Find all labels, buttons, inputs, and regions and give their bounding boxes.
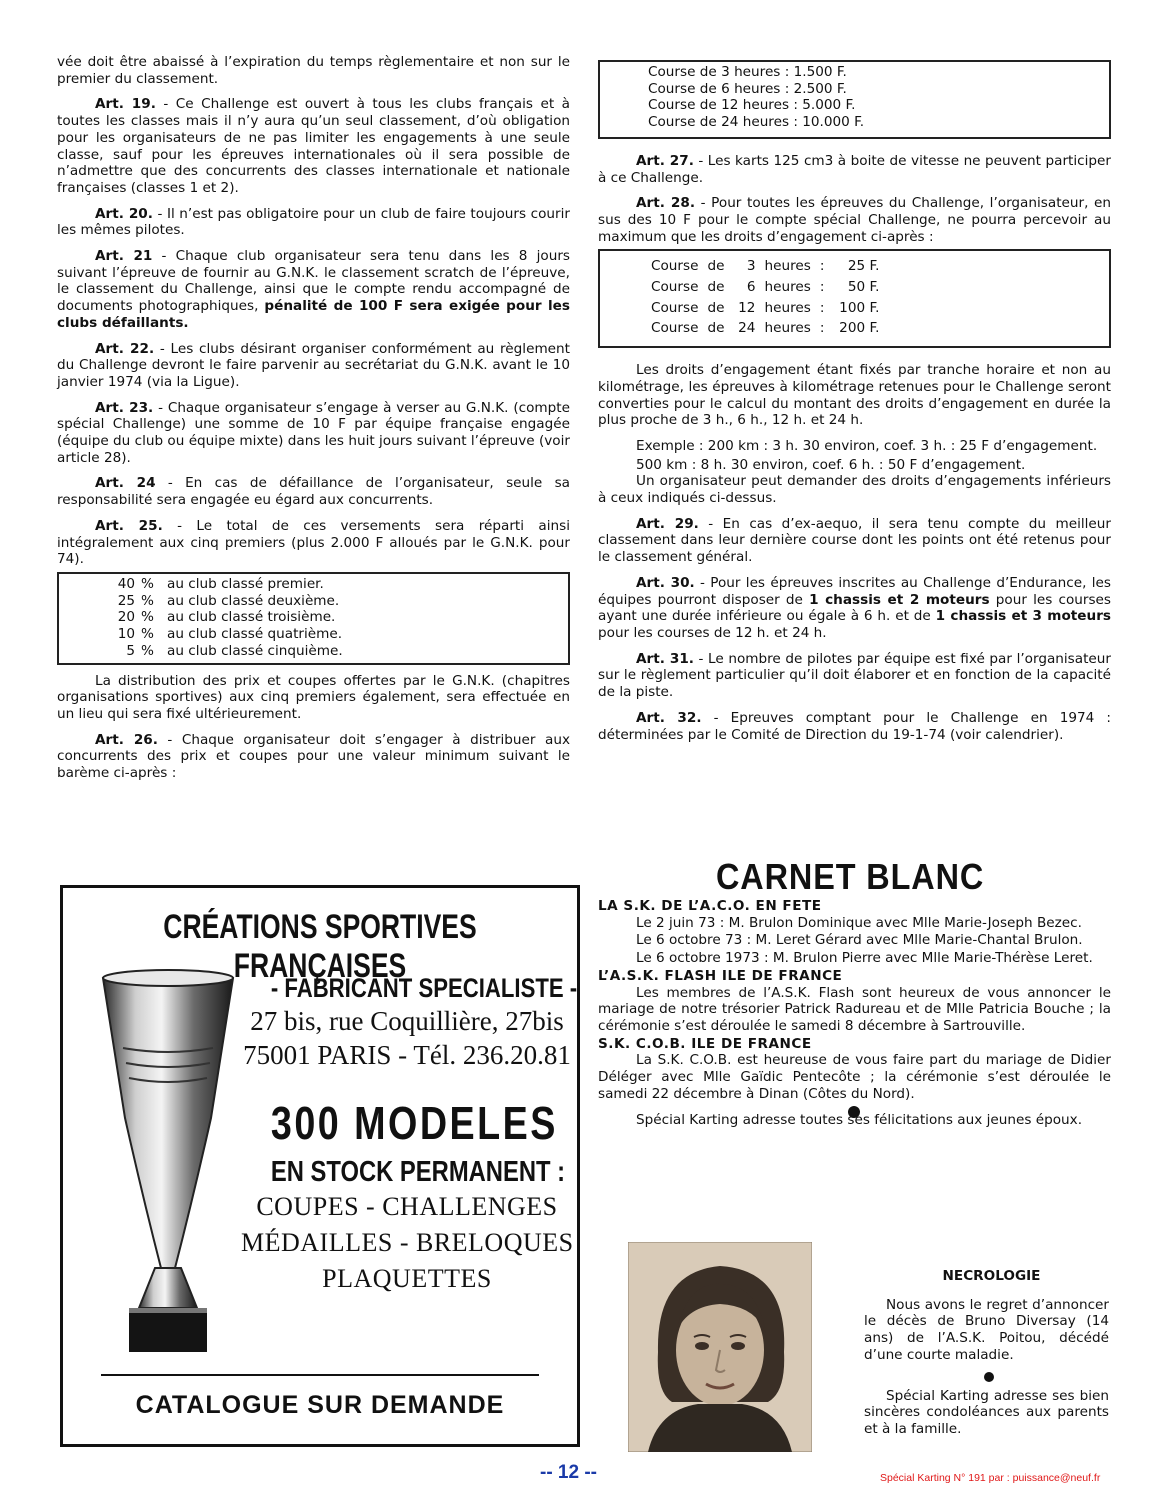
- droits-row: [650, 278, 885, 297]
- prix-paragraph: La distribution des prix et coupes offertes par le G.N.K. (chapitres organisations sportives) aux cinq premiers également, sera effectuée en un lieu qui sera fixé ultérieurement.: [57, 672, 570, 722]
- carnet-heading: S.K. C.O.B. ILE DE FRANCE: [598, 1035, 812, 1052]
- droits-table: [648, 255, 887, 340]
- pct-text: au club classé deuxième.: [167, 592, 340, 609]
- droits-hours: 6: [746, 279, 756, 296]
- article-text: - Les karts 125 cm3 à boite de vitesse ne peuvent participer à ce Challenge.: [598, 152, 1111, 186]
- article-label: Art. 20.: [95, 205, 153, 222]
- droits-value: 25 F.: [847, 258, 880, 275]
- pct-sign: %: [141, 592, 154, 609]
- droits-row: [650, 319, 885, 338]
- right-column: [598, 60, 1111, 752]
- article-label: Art. 22.: [95, 340, 155, 357]
- distribution-row: [59, 609, 568, 626]
- article-text: - Pour toutes les épreuves du Challenge, l’organisateur, en sus des 10 F pour le compte spécial Challenge, ne pourra percevoir au maximum que les droits d’engagement ci-après :: [598, 195, 1112, 245]
- droits-sep: :: [819, 320, 825, 337]
- article-19: [57, 96, 570, 196]
- pct-sign: %: [141, 609, 154, 626]
- distribution-row: [59, 576, 568, 593]
- article-text: - Chaque organisateur doit s’engager à distribuer aux concurrents des prix et coupes pour une valeur minimum suivant le barème ci-après :: [57, 731, 570, 782]
- article-label: Art. 25.: [95, 517, 163, 534]
- article-label: Art. 23.: [95, 399, 154, 416]
- article-29: [598, 516, 1111, 566]
- article-32: [598, 710, 1111, 743]
- exemple-2: 500 km : 8 h. 30 environ, coef. 6 h. : 50 F d’engagement.: [636, 456, 1026, 473]
- carnet-congrats: Spécial Karting adresse toutes ses félicitations aux jeunes époux.: [636, 1112, 1083, 1129]
- article-label: Art. 21: [95, 248, 153, 265]
- carnet-entry: Les membres de l’A.S.K. Flash sont heureux de vous annoncer le mariage de notre trésorier Patrick Radureau et de Mlle Patricia Bouche ; la cérémonie s’est déroulée le samedi 8 décembre à Sartrouville.: [598, 984, 1111, 1034]
- ad-subtitle: - FABRICANT SPECIALISTE -: [270, 973, 578, 1003]
- pct-text: au club classé quatrième.: [167, 626, 343, 643]
- article-text: - Il n’est pas obligatoire pour un club de faire toujours courir les mêmes pilotes.: [57, 205, 570, 239]
- ad-catalogue: CATALOGUE SUR DEMANDE: [135, 1391, 505, 1419]
- ad-product-line: COUPES - CHALLENGES: [256, 1192, 558, 1221]
- carnet-blanc-title: CARNET BLANC: [716, 856, 985, 897]
- bareme-line: Course de 6 heures : 2.500 F.: [648, 80, 847, 97]
- droits-paragraph: Les droits d’engagement étant fixés par tranche horaire et non au kilométrage, les épreuves à kilométrage retenues pour le Challenge seront converties pour le calcul du montant des droits d’engagement en durée la plus proche de 3 h., 6 h., 12 h. et 24 h.: [598, 362, 1111, 429]
- pct-text: au club classé troisième.: [167, 609, 336, 626]
- article-label: Art. 28.: [636, 195, 696, 212]
- credit-link[interactable]: Spécial Karting N° 191 par : puissance@neuf.fr: [880, 1472, 1101, 1484]
- article-24: [57, 475, 570, 508]
- portrait-photo: [628, 1242, 812, 1452]
- ad-product-line: MÉDAILLES - BRELOQUES: [241, 1228, 574, 1257]
- page-number: -- 12 --: [540, 1462, 597, 1483]
- droits-de: de: [707, 279, 725, 296]
- pct-sign: %: [141, 626, 154, 643]
- droits-unit: heures: [764, 258, 811, 275]
- droits-unit: heures: [764, 320, 811, 337]
- article-text: - Le nombre de pilotes par équipe est fixé par l’organisateur sur le règlement particulier qu’il doit élaborer et en fonction de la capacité de la piste.: [598, 650, 1111, 701]
- article-label: Art. 30.: [636, 574, 695, 591]
- carnet-heading: LA S.K. DE L’A.C.O. EN FETE: [598, 898, 822, 914]
- article-23: [57, 400, 570, 467]
- trophy-icon: [93, 968, 243, 1368]
- pct-value: 25: [117, 592, 135, 609]
- article-26: [57, 732, 570, 782]
- distribution-row: [59, 643, 568, 660]
- article-20: [57, 206, 570, 239]
- ad-stock: EN STOCK PERMANENT :: [270, 1156, 566, 1188]
- article-label: Art. 29.: [636, 515, 699, 532]
- carnet-entry: Le 6 octobre 1973 : M. Brulon Pierre avec Mlle Marie-Thérèse Leret.: [636, 950, 1093, 967]
- droits-hours: 3: [746, 258, 756, 275]
- ad-models: 300 MODELES: [270, 1097, 558, 1149]
- necrologie-text: Nous avons le regret d’annoncer le décès de Bruno Diversay (14 ans) de l’A.S.K. Poitou, décédé d’une courte maladie.: [864, 1296, 1109, 1363]
- article-text: - En cas de défaillance de l’organisateur, seule sa responsabilité sera engagée eu égard aux concurrents.: [57, 475, 570, 509]
- ad-product-line: PLAQUETTES: [322, 1264, 492, 1293]
- droits-unit: heures: [764, 279, 811, 296]
- article-30: [598, 575, 1111, 642]
- bareme-line: Course de 24 heures : 10.000 F.: [648, 114, 865, 131]
- droits-value: 200 F.: [839, 320, 880, 337]
- carnet-entry: La S.K. C.O.B. est heureuse de vous faire part du mariage de Didier Déléger avec Mlle Gaïdic Pentecôte ; la cérémonie s’est déroulée le samedi 22 décembre à Dinan (Côtes du Nord).: [598, 1052, 1111, 1102]
- droits-de: de: [707, 299, 725, 316]
- article-28: [598, 195, 1111, 245]
- pct-value: 5: [126, 642, 135, 659]
- droits-course: Course: [651, 279, 699, 296]
- bareme-line: Course de 12 heures : 5.000 F.: [648, 97, 856, 114]
- droits-hours: 24: [738, 320, 756, 337]
- droits-course: Course: [651, 299, 699, 316]
- exemple-1: Exemple : 200 km : 3 h. 30 environ, coef. 3 h. : 25 F d’engagement.: [636, 437, 1098, 454]
- distribution-table: [59, 576, 568, 660]
- ad-text-block: [241, 973, 578, 1297]
- droits-row: [650, 299, 885, 318]
- droits-sep: :: [819, 279, 825, 296]
- pct-value: 10: [117, 626, 135, 643]
- droits-value: 100 F.: [839, 299, 880, 316]
- article-text: - En cas d’ex-aequo, il sera tenu compte du meilleur classement dans leur dernière course dont les points ont été retenus pour le classement général.: [598, 515, 1111, 566]
- droits-de: de: [707, 320, 725, 337]
- carnet-entry: Le 2 juin 73 : M. Brulon Dominique avec Mlle Marie-Joseph Bezec.: [636, 914, 1082, 931]
- article-penalty: pénalité de 100 F sera exigée pour les clubs défaillants.: [57, 298, 570, 331]
- bareme-line: Course de 3 heures : 1.500 F.: [648, 64, 847, 80]
- article-text: - Ce Challenge est ouvert à tous les clubs français et à toutes les classes mais il n’y aura qu’un seul classement, d’où obligation pour les organisateurs de ne pas limiter les engagements à une seule classe, sauf pour les épreuves internationales où il sera possible de n’admettre que des concurrents des classes internationale et nationale françaises (classes 1 et 2).: [57, 96, 571, 196]
- bullet-icon: [984, 1372, 994, 1382]
- article-text: - Chaque club organisateur sera tenu dans les 8 jours suivant l’épreuve de fournir au G.N.K. le classement scratch de l’épreuve, le classement du Challenge, ainsi que le compte rendu accompagné de documents photographiques,: [57, 248, 570, 315]
- droits-unit: heures: [764, 299, 811, 316]
- exemple-3: Un organisateur peut demander des droits d’engagements inférieurs à ceux indiqués ci-dessus.: [598, 473, 1111, 507]
- pct-sign: %: [141, 575, 154, 592]
- carnet-entry: Le 6 octobre 73 : M. Leret Gérard avec Mlle Marie-Chantal Brulon.: [636, 932, 1083, 949]
- pct-value: 40: [117, 575, 135, 592]
- article-label: Art. 31.: [636, 650, 694, 667]
- droits-de: de: [707, 258, 725, 275]
- article-text: - Les clubs désirant organiser conformément au règlement du Challenge devront le faire parvenir au secrétariat du G.N.K. avant le 10 janvier 1974 (via la Ligue).: [57, 340, 570, 390]
- necrologie-title: NECROLOGIE: [942, 1268, 1041, 1284]
- intro-text: vée doit être abaissé à l’expiration du temps règlementaire et non sur le premier du classement.: [57, 54, 570, 87]
- article-22: [57, 341, 570, 391]
- article-text: - Le total de ces versements sera réparti ainsi intégralement aux cinq premiers (plus 2.000 F alloués par le G.N.K. pour 74).: [57, 517, 570, 568]
- droits-hours: 12: [738, 299, 756, 316]
- droits-sep: :: [819, 258, 825, 275]
- droits-box: [598, 249, 1111, 348]
- article-text: - Pour les épreuves inscrites au Challenge d’Endurance, les équipes pourront disposer de: [598, 574, 1111, 608]
- pct-value: 20: [117, 609, 135, 626]
- distribution-box: [57, 572, 570, 665]
- article-label: Art. 24: [95, 475, 156, 492]
- carnet-blanc-section: [598, 898, 1111, 1130]
- ad-address-city: 75001 PARIS - Tél. 236.20.81: [243, 1040, 571, 1070]
- carnet-heading: L’A.S.K. FLASH ILE DE FRANCE: [598, 967, 843, 984]
- article-label: Art. 19.: [95, 96, 156, 113]
- left-column: [57, 54, 570, 791]
- ad-title: CRÉATIONS SPORTIVES FRANÇAISES: [163, 908, 477, 985]
- necrologie-section: [864, 1268, 1109, 1438]
- pct-sign: %: [141, 642, 154, 659]
- article-label: Art. 27.: [636, 152, 694, 169]
- article-31: [598, 651, 1111, 701]
- advertisement: [60, 885, 580, 1447]
- pct-text: au club classé cinquième.: [167, 642, 343, 659]
- article-text: - Epreuves comptant pour le Challenge en 1974 : déterminées par le Comité de Direction du 19-1-74 (voir calendrier).: [598, 709, 1112, 743]
- article-label: Art. 26.: [95, 731, 158, 748]
- pct-text: au club classé premier.: [167, 575, 324, 592]
- article-text: - Chaque organisateur s’engage à verser au G.N.K. (compte spécial Challenge) une somme de 10 F par équipe française engagée (équipe du club ou équipe mixte) dans les huit jours suivant l’épreuve (voir article 28).: [57, 399, 570, 466]
- article-text: pour les courses ayant une durée inférieure ou égale à 6 h. et de: [598, 591, 1112, 625]
- necrologie-condolences: Spécial Karting adresse ses bien sincères condoléances aux parents et à la famille.: [864, 1387, 1109, 1437]
- article-21: [57, 248, 570, 332]
- ad-address-street: 27 bis, rue Coquillière, 27bis: [250, 1006, 564, 1036]
- distribution-row: [59, 593, 568, 610]
- article-label: Art. 32.: [636, 709, 702, 726]
- droits-row: [650, 257, 885, 276]
- article-25: [57, 518, 570, 568]
- droits-course: Course: [651, 320, 699, 337]
- distribution-row: [59, 626, 568, 643]
- bareme-box: [598, 60, 1111, 139]
- article-text: pour les courses de 12 h. et 24 h.: [598, 624, 827, 641]
- article-bold: 1 chassis et 2 moteurs: [809, 591, 990, 608]
- article-bold: 1 chassis et 3 moteurs: [935, 608, 1111, 625]
- article-27: [598, 153, 1111, 186]
- droits-course: Course: [651, 258, 699, 275]
- droits-value: 50 F.: [847, 279, 880, 296]
- ad-divider: [101, 1374, 539, 1376]
- droits-sep: :: [819, 299, 825, 316]
